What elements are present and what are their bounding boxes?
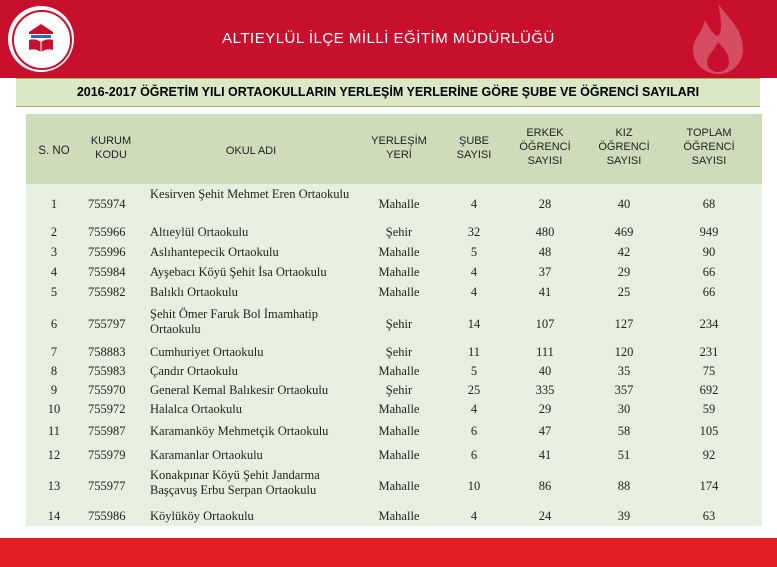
- table-cell-erkek: 86: [538, 479, 552, 493]
- table-cell-sube: 4: [470, 509, 478, 523]
- table-cell-code: 755983: [88, 364, 126, 378]
- table-caption: 2016-2017 ÖĞRETİM YILI ORTAOKULLARIN YERLEŞİM YERLERİNE GÖRE ŞUBE VE ÖĞRENCİ SAYILARI: [16, 78, 760, 107]
- table-cell-place: Mahalle: [378, 479, 420, 493]
- table-cell-name: Çandır Ortaokulu: [150, 364, 238, 378]
- table-cell-kiz: 58: [617, 424, 631, 438]
- table-row: [26, 186, 762, 222]
- table-cell-name: Halalca Ortaokulu: [150, 402, 242, 416]
- table-cell-erkek: 28: [538, 197, 552, 211]
- table-cell-code: 755972: [88, 402, 126, 416]
- table-cell-kiz: 469: [614, 225, 634, 239]
- table-cell-erkek: 29: [538, 402, 552, 416]
- table-row: [26, 400, 762, 419]
- table-row: [26, 242, 762, 262]
- table-cell-place: Şehir: [385, 345, 413, 359]
- table-cell-sube: 25: [467, 383, 481, 397]
- table-cell-toplam: 174: [699, 479, 719, 493]
- header-banner: [0, 0, 777, 78]
- table-cell-place: Mahalle: [378, 424, 420, 438]
- table-cell-place: Şehir: [385, 225, 413, 239]
- table-row: [26, 342, 762, 362]
- table-cell-sube: 14: [467, 317, 481, 331]
- flame-decoration-icon: [673, 2, 763, 76]
- footer-bar: [0, 538, 777, 567]
- table-cell-no: 12: [47, 448, 61, 462]
- table-cell-name: Şehit Ömer Faruk Bol İmamhatip Ortaokulu: [150, 307, 319, 336]
- table-cell-sube: 6: [470, 448, 478, 462]
- table-row: [26, 506, 762, 526]
- table-cell-erkek: 107: [535, 317, 555, 331]
- table-cell-code: 755966: [88, 225, 126, 239]
- table-cell-place: Mahalle: [378, 265, 420, 279]
- table-cell-erkek: 24: [538, 509, 552, 523]
- column-header: ŞUBE SAYISI: [456, 135, 492, 161]
- table-cell-erkek: 48: [538, 245, 552, 259]
- table-cell-place: Mahalle: [378, 285, 420, 299]
- table-cell-name: Konakpınar Köyü Şehit Jandarma Başçavuş Erbu Serpan Ortaokulu: [150, 468, 320, 497]
- table-cell-kiz: 39: [617, 509, 631, 523]
- table-cell-toplam: 66: [702, 265, 716, 279]
- table-cell-toplam: 90: [702, 245, 716, 259]
- table-row: [26, 444, 762, 467]
- table-cell-kiz: 30: [617, 402, 631, 416]
- table-cell-kiz: 357: [614, 383, 634, 397]
- table-cell-place: Mahalle: [378, 245, 420, 259]
- table-cell-sube: 4: [470, 197, 478, 211]
- table-cell-erkek: 41: [538, 285, 552, 299]
- table-cell-toplam: 66: [702, 285, 716, 299]
- table-cell-place: Şehir: [385, 317, 413, 331]
- table-cell-toplam: 59: [702, 402, 716, 416]
- table-cell-erkek: 37: [538, 265, 552, 279]
- schools-table: [26, 114, 762, 526]
- column-header: KIZ ÖĞRENCİ SAYISI: [598, 127, 650, 167]
- column-header: ERKEK ÖĞRENCİ SAYISI: [519, 127, 571, 167]
- table-cell-code: 755996: [88, 245, 126, 259]
- table-cell-name: Cumhuriyet Ortaokulu: [150, 345, 264, 359]
- table-cell-code: 755982: [88, 285, 126, 299]
- table-cell-kiz: 88: [617, 479, 631, 493]
- table-row: [26, 282, 762, 302]
- table-cell-place: Mahalle: [378, 509, 420, 523]
- table-cell-erkek: 111: [536, 345, 554, 359]
- table-cell-place: Mahalle: [378, 197, 420, 211]
- table-cell-toplam: 231: [699, 345, 719, 359]
- table-cell-code: 755970: [88, 383, 126, 397]
- table-row: [26, 306, 762, 342]
- table-row: [26, 381, 762, 400]
- table-cell-no: 8: [50, 364, 58, 378]
- table-cell-kiz: 40: [617, 197, 631, 211]
- table-cell-sube: 32: [467, 225, 481, 239]
- table-cell-code: 755987: [88, 424, 126, 438]
- table-cell-no: 1: [50, 197, 58, 211]
- table-cell-code: 755974: [88, 197, 126, 211]
- table-cell-no: 9: [50, 383, 58, 397]
- table-cell-no: 6: [50, 317, 58, 331]
- table-cell-name: Karamanköy Mehmetçik Ortaokulu: [150, 424, 329, 438]
- table-row: [26, 262, 762, 282]
- table-cell-toplam: 75: [702, 364, 716, 378]
- table-cell-place: Mahalle: [378, 448, 420, 462]
- table-cell-erkek: 40: [538, 364, 552, 378]
- table-cell-sube: 10: [467, 479, 481, 493]
- table-cell-sube: 5: [470, 364, 478, 378]
- table-cell-code: 755977: [88, 479, 126, 493]
- table-cell-toplam: 949: [699, 225, 719, 239]
- table-cell-toplam: 105: [699, 424, 719, 438]
- table-cell-kiz: 25: [617, 285, 631, 299]
- table-cell-kiz: 120: [614, 345, 634, 359]
- table-cell-name: Köylüköy Ortaokulu: [150, 509, 254, 523]
- table-cell-kiz: 51: [617, 448, 631, 462]
- table-cell-kiz: 29: [617, 265, 631, 279]
- table-cell-no: 13: [47, 479, 61, 493]
- table-cell-no: 11: [47, 424, 61, 438]
- table-cell-name: Karamanlar Ortaokulu: [150, 448, 263, 462]
- table-cell-sube: 5: [470, 245, 478, 259]
- table-cell-code: 755979: [88, 448, 126, 462]
- table-cell-name: Kesirven Şehit Mehmet Eren Ortaokulu: [150, 187, 350, 201]
- table-cell-kiz: 127: [614, 317, 634, 331]
- table-cell-no: 2: [50, 225, 58, 239]
- table-cell-erkek: 41: [538, 448, 552, 462]
- table-cell-code: 755986: [88, 509, 126, 523]
- table-row: [26, 419, 762, 444]
- table-cell-erkek: 335: [535, 383, 555, 397]
- table-cell-kiz: 42: [617, 245, 631, 259]
- table-cell-place: Mahalle: [378, 402, 420, 416]
- table-cell-name: General Kemal Balıkesir Ortaokulu: [150, 383, 329, 397]
- table-cell-toplam: 92: [702, 448, 716, 462]
- column-header: YERLEŞİM YERİ: [371, 135, 427, 161]
- table-row: [26, 467, 762, 506]
- table-cell-name: Aslıhantepecik Ortaokulu: [150, 245, 279, 259]
- table-cell-sube: 6: [470, 424, 478, 438]
- table-cell-place: Mahalle: [378, 364, 420, 378]
- table-cell-name: Altıeylül Ortaokulu: [150, 225, 249, 239]
- table-row: [26, 362, 762, 381]
- table-cell-sube: 4: [470, 285, 478, 299]
- table-cell-no: 10: [47, 402, 61, 416]
- table-cell-no: 7: [50, 345, 58, 359]
- table-cell-code: 755797: [88, 317, 126, 331]
- table-cell-toplam: 234: [699, 317, 719, 331]
- table-cell-sube: 4: [470, 402, 478, 416]
- table-cell-toplam: 68: [702, 197, 716, 211]
- table-cell-kiz: 35: [617, 364, 631, 378]
- table-cell-toplam: 692: [699, 383, 719, 397]
- table-cell-toplam: 63: [702, 509, 716, 523]
- column-header: S. NO: [38, 145, 70, 157]
- table-cell-sube: 4: [470, 265, 478, 279]
- table-cell-sube: 11: [467, 345, 481, 359]
- table-cell-no: 4: [50, 265, 58, 279]
- table-cell-erkek: 480: [535, 225, 555, 239]
- page-title: ALTIEYLÜL İLÇE MİLLİ EĞİTİM MÜDÜRLÜĞÜ: [222, 30, 555, 47]
- column-header: OKUL ADI: [225, 145, 277, 157]
- table-cell-place: Şehir: [385, 383, 413, 397]
- table-row: [26, 222, 762, 242]
- table-cell-no: 5: [50, 285, 58, 299]
- column-header: KURUM KODU: [90, 135, 132, 161]
- table-cell-erkek: 47: [538, 424, 552, 438]
- table-cell-name: Balıklı Ortaokulu: [150, 285, 238, 299]
- table-cell-no: 3: [50, 245, 58, 259]
- table-cell-code: 755984: [88, 265, 126, 279]
- table-cell-code: 758883: [88, 345, 126, 359]
- table-cell-name: Ayşebacı Köyü Şehit İsa Ortaokulu: [150, 265, 327, 279]
- table-cell-no: 14: [47, 509, 61, 523]
- column-header: TOPLAM ÖĞRENCİ SAYISI: [683, 127, 735, 167]
